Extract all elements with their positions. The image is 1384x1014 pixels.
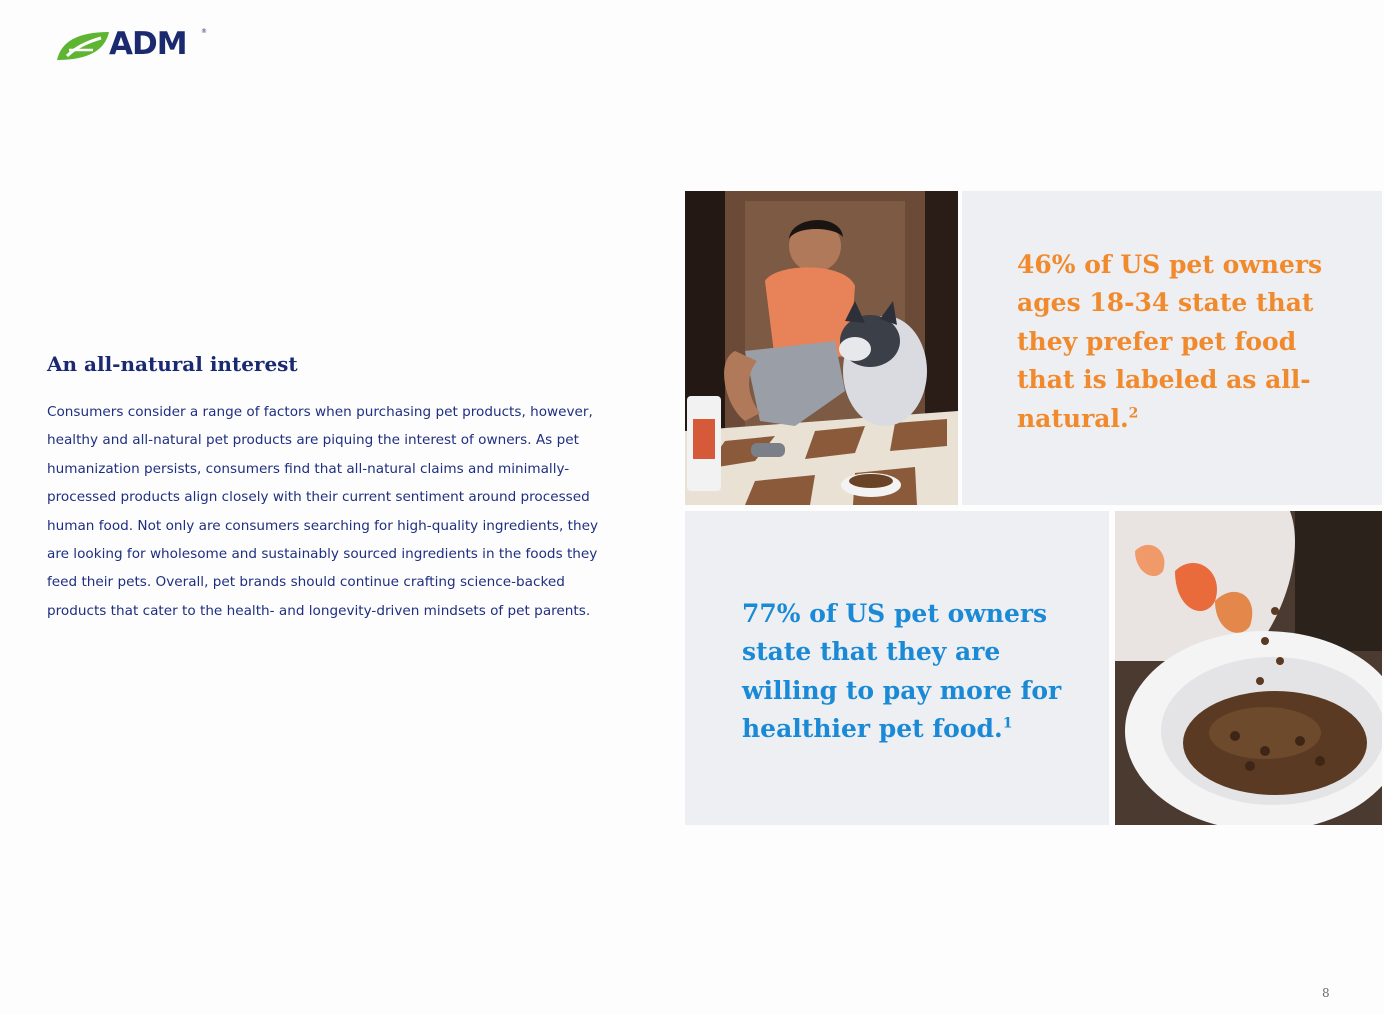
stat-all-natural-text: 46% of US pet owners ages 18-34 state that they prefer pet food that is labeled as all-natural. xyxy=(1017,250,1323,433)
footnote-2: 2 xyxy=(1128,405,1139,422)
stat-all-natural xyxy=(1017,246,1357,438)
kibble-pouring-into-bowl-photo xyxy=(1115,511,1382,825)
stat-box-all-natural xyxy=(962,191,1382,505)
adm-logo xyxy=(53,28,213,64)
page-number: 8 xyxy=(1322,986,1330,1000)
section-title: An all-natural interest xyxy=(47,352,298,376)
man-feeding-dog-photo xyxy=(685,191,958,505)
leaf-icon xyxy=(53,28,113,64)
stat-healthier-food-text: 77% of US pet owners state that they are willing to pay more for healthier pet food. xyxy=(742,599,1062,744)
footnote-1: 1 xyxy=(1002,715,1013,732)
logo-wordmark: ADM xyxy=(109,26,187,62)
stat-box-healthier-food xyxy=(685,511,1109,825)
trademark-mark: ® xyxy=(201,28,207,35)
stat-healthier-food xyxy=(742,595,1092,749)
section-body: Consumers consider a range of factors when purchasing pet products, however, healthy and all-natural pet products are piquing the interest of owners. As pet humanization persists, consumers find that all-natural claims and minimally-processed products align closely with their current sentiment around processed human food. Not only are consumers searching for high-quality ingredients, they are looking for wholesome and sustainably sourced ingredients in the foods they feed their pets. Overall, pet brands should continue crafting science-backed products that cater to the health- and longevity-driven mindsets of pet parents. xyxy=(47,404,598,619)
